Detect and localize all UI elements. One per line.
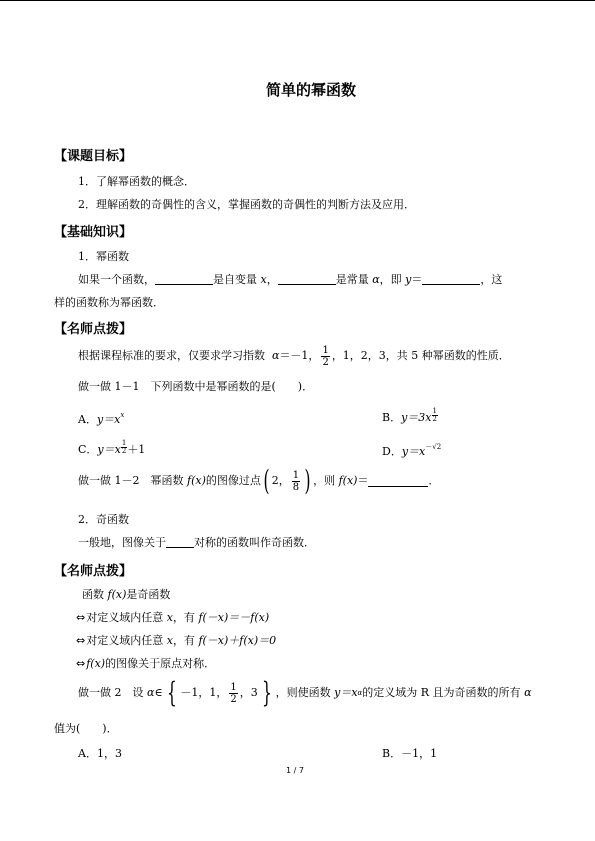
option-b-exp xyxy=(432,408,438,423)
double-arrow-icon: ⇔ xyxy=(76,634,86,647)
crit1-x: x xyxy=(166,611,173,624)
curriculum-requirement xyxy=(78,342,510,370)
option-d-label: D． xyxy=(382,445,402,458)
ex2-fx: f(x) xyxy=(187,474,206,487)
double-arrow-icon: ⇔ xyxy=(76,611,86,624)
odd-criteria-3 xyxy=(76,657,215,671)
page-number: 1 / 7 xyxy=(286,766,304,775)
basics-heading-power-function: 1．幂函数 xyxy=(78,250,129,263)
option-a-exp: x xyxy=(120,411,125,419)
exercise-1-1-prompt: 做一做 1－1 下列函数中是幂函数的是( )． xyxy=(78,380,314,393)
option-a-base: y＝x xyxy=(96,413,121,426)
ex2-fx2: f(x) xyxy=(338,474,358,487)
crit2-expr: f(－x)＋f(x)＝0 xyxy=(198,634,277,647)
ex2-point-a: 2， xyxy=(271,474,290,487)
exercise-2-cont: 值为( )． xyxy=(54,722,118,735)
req-alpha: α xyxy=(272,349,280,362)
crit2-text-b: ，有 xyxy=(172,634,195,647)
crit3-text-b: 的图像关于原点对称． xyxy=(105,657,216,670)
ex3-fraction-num: 1 xyxy=(230,681,237,693)
crit2-x: x xyxy=(166,634,173,647)
answer-option-a: A．1，3 xyxy=(78,747,122,760)
ex2-blank xyxy=(368,475,428,487)
option-a-label: A． xyxy=(78,413,97,426)
ex3-text-a: 做一做 2 设 xyxy=(78,686,144,699)
ex3-fraction-den: 2 xyxy=(230,693,237,705)
crit1-text-b: ，有 xyxy=(172,611,195,624)
page-title: 简单的幂函数 xyxy=(266,81,357,99)
ex2-fraction-den: 8 xyxy=(292,481,300,493)
odd-text-b: 对称的函数叫作奇函数． xyxy=(194,536,315,549)
ex3-exp: α xyxy=(357,689,363,697)
ex3-set-a: －1，1， xyxy=(180,686,228,699)
odd-text-a: 一般地，图像关于 xyxy=(78,536,166,549)
odd-function-definition xyxy=(78,536,315,550)
goal-item-1: 1．了解幂函数的概念． xyxy=(78,175,195,188)
option-c-tail: ＋1 xyxy=(127,443,146,456)
ex3-text-b: ，则使函数 xyxy=(275,686,331,699)
ex2-text-d: ＝ xyxy=(357,474,369,487)
req-text-b: ＝－1， xyxy=(279,349,320,362)
ex2-fraction xyxy=(292,470,300,493)
ex2-fraction-num: 1 xyxy=(292,469,300,481)
ex2-text-b: 的图像过点 xyxy=(205,474,261,487)
power-function-definition xyxy=(78,273,502,287)
odd-criteria-intro xyxy=(82,588,170,602)
ex3-y: y＝x xyxy=(334,686,358,699)
option-b-exp-den: 2 xyxy=(432,415,437,423)
def-text-a: 如果一个函数， xyxy=(78,273,155,286)
ex3-in: ∈ xyxy=(154,686,163,699)
option-b-exp-num: 1 xyxy=(432,407,437,415)
crit1-text-a: 对定义域内任意 xyxy=(86,611,164,624)
ex3-alpha-2: α xyxy=(524,686,532,699)
crit3-fx: f(x) xyxy=(86,657,106,670)
option-a xyxy=(78,408,124,427)
crit1-expr: f(－x)＝－f(x) xyxy=(198,611,270,624)
crit0-text-b: 是奇函数 xyxy=(126,588,171,601)
answer-option-b: B．－1，1 xyxy=(382,747,438,760)
ex3-text-c: 的定义域为 R 且为奇函数的所有 xyxy=(362,686,521,699)
option-c-label: C． xyxy=(78,443,98,456)
blank-3 xyxy=(422,273,480,285)
option-c-exp-num: 1 xyxy=(121,439,127,447)
option-c-exp-den: 2 xyxy=(121,447,127,455)
section-heading-tips-2: 【名师点拨】 xyxy=(54,564,133,579)
section-heading-basics: 【基础知识】 xyxy=(54,225,133,240)
odd-blank xyxy=(166,536,194,548)
def-var-alpha: α xyxy=(372,273,380,286)
double-arrow-icon: ⇔ xyxy=(76,657,86,670)
req-text-c: ，1，2，3，共 5 种幂函数的性质． xyxy=(331,349,510,362)
ex2-left-paren: ( xyxy=(263,464,270,497)
section-heading-tips-1: 【名师点拨】 xyxy=(54,322,133,337)
power-function-definition-cont: 样的函数称为幂函数． xyxy=(54,296,164,309)
def-text-d: 是常量 xyxy=(335,273,369,286)
def-eq: ＝ xyxy=(411,273,423,286)
ex3-alpha: α xyxy=(147,686,155,699)
header-rule xyxy=(0,0,595,1)
crit2-text-a: 对定义域内任意 xyxy=(86,634,164,647)
ex3-right-brace: } xyxy=(261,676,272,709)
option-d-exp: －√2 xyxy=(425,443,442,451)
req-fraction-den: 2 xyxy=(322,356,329,368)
exercise-1-2 xyxy=(78,466,439,496)
odd-function-heading: 2．奇函数 xyxy=(78,513,129,526)
ex3-set-b: ，3 xyxy=(239,686,258,699)
section-heading-goals: 【课题目标】 xyxy=(54,149,133,164)
def-text-e: ，即 xyxy=(379,273,402,286)
crit0-fx: f(x) xyxy=(107,588,127,601)
odd-criteria-1 xyxy=(76,611,269,625)
goal-item-2: 2．理解函数的奇偶性的含义，掌握函数的奇偶性的判断方法及应用． xyxy=(78,198,415,211)
crit0-text-a: 函数 xyxy=(82,588,104,601)
option-c-base: y＝x xyxy=(97,443,121,456)
ex3-left-brace: { xyxy=(166,676,177,709)
option-c xyxy=(78,440,145,457)
def-text-b: 是自变量 xyxy=(213,273,257,286)
odd-criteria-2 xyxy=(76,634,276,648)
option-b-label: B． xyxy=(382,411,402,424)
def-text-f: ，这 xyxy=(480,273,503,286)
def-var-x: x xyxy=(260,273,267,286)
ex2-text-a: 做一做 1－2 幂函数 xyxy=(78,474,184,487)
def-var-y: y xyxy=(405,273,412,286)
ex3-fraction xyxy=(229,682,237,705)
ex2-text-e: ． xyxy=(428,474,440,487)
req-fraction-num: 1 xyxy=(322,344,329,356)
option-b xyxy=(382,408,438,425)
req-text-a: 根据课程标准的要求，仅要求学习指数 xyxy=(78,349,265,362)
def-text-c: ， xyxy=(266,273,278,286)
blank-1 xyxy=(155,273,213,285)
blank-2 xyxy=(278,273,336,285)
ex2-right-paren: ) xyxy=(304,464,311,497)
option-d xyxy=(382,440,441,459)
req-fraction xyxy=(321,345,329,368)
exercise-2 xyxy=(78,676,532,710)
ex2-text-c: ，则 xyxy=(313,474,336,487)
option-d-base: y＝x xyxy=(401,445,426,458)
option-b-base: y＝3x xyxy=(401,411,432,424)
